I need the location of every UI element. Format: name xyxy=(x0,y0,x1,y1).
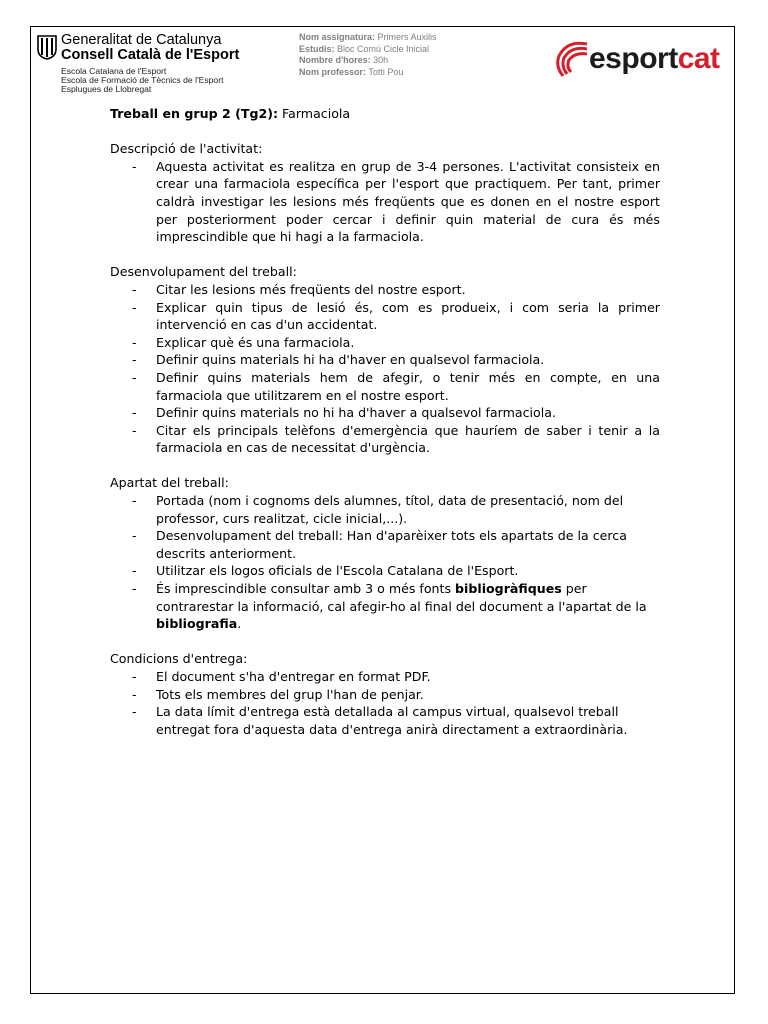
bullet-list xyxy=(110,492,660,633)
list-item-text: Definir quins materials no hi ha d'haver a qualsevol farmaciola. xyxy=(156,405,556,421)
meta-label: Nombre d'hores: xyxy=(299,55,371,65)
list-item-text: Desenvolupament del treball: Han d'aparèixer tots els apartats de la cerca descrits anteriorment. xyxy=(156,528,627,561)
dash-marker: - xyxy=(132,299,137,315)
list-item-text: Portada (nom i cognoms dels alumnes, títol, data de presentació, nom del professor, curs realitzat, cicle inicial,...). xyxy=(156,493,624,526)
list-item xyxy=(110,668,660,686)
list-item xyxy=(110,580,660,633)
bold-term: bibliogràfiques xyxy=(455,581,562,597)
section-heading: Desenvolupament del treball: xyxy=(110,264,297,280)
meta-value: Totti Pou xyxy=(368,66,404,77)
dash-marker: - xyxy=(132,493,137,509)
section-desenvolupament xyxy=(110,263,660,457)
section-condicions xyxy=(110,650,660,738)
meta-row xyxy=(299,55,437,67)
list-item-text: El document s'ha d'entregar en format PDF. xyxy=(156,669,431,684)
bullet-list xyxy=(110,281,660,457)
school-line: Escola de Formació de Tècnics de l'Esport xyxy=(61,75,224,85)
dash-marker: - xyxy=(132,669,137,684)
dash-marker: - xyxy=(132,334,137,350)
meta-row xyxy=(299,32,437,44)
school-line: Esplugues de Llobregat xyxy=(61,84,152,94)
logo-text-esport: esport xyxy=(589,42,678,75)
list-item xyxy=(110,686,660,704)
dash-marker: - xyxy=(132,704,137,720)
list-item-text: Explicar què és una farmaciola. xyxy=(156,334,355,350)
esportcat-wordmark xyxy=(589,42,720,76)
meta-label: Estudis: xyxy=(299,43,335,54)
list-item-text: Definir quins materials hi ha d'haver en qualsevol farmaciola. xyxy=(156,352,545,368)
section-heading: Descripció de l'activitat: xyxy=(110,141,263,157)
list-item xyxy=(110,158,660,246)
title-rest: Farmaciola xyxy=(278,106,351,121)
list-item xyxy=(110,492,660,527)
meta-label: Nom professor: xyxy=(299,66,367,77)
list-item xyxy=(110,703,660,738)
esportcat-swoosh-icon xyxy=(553,40,589,80)
section-heading: Apartat del treball: xyxy=(110,475,229,491)
dash-marker: - xyxy=(132,281,137,297)
text-part: per contrarestar la informació, cal afegir-ho al final del document a l'apartat de la xyxy=(156,581,647,614)
generalitat-logo-block xyxy=(34,30,240,94)
list-item-text xyxy=(156,581,647,631)
list-item xyxy=(110,299,660,334)
dash-marker: - xyxy=(132,158,137,174)
catalan-coat-of-arms-icon xyxy=(36,34,58,60)
list-item xyxy=(110,527,660,562)
meta-value: Primers Auxilis xyxy=(377,32,437,42)
list-item-text: Tots els membres del grup l'han de penjar. xyxy=(156,686,424,702)
bold-term: bibliografia xyxy=(156,616,238,632)
section-descripcio xyxy=(110,140,660,246)
list-item-text: Citar les lesions més freqüents del nostre esport. xyxy=(156,281,466,297)
list-item xyxy=(110,422,660,457)
meta-label: Nom assignatura: xyxy=(299,32,376,42)
text-part: És imprescindible consultar amb 3 o més fonts xyxy=(156,581,456,597)
list-item-text: Aquesta activitat es realitza en grup de 3-4 persones. L'activitat consisteix en crear una farmaciola específica per l'esport que practiquem. Per tant, primer caldrà investigar les lesions més freqüents que es donen en el nostre esport per posteriorment poder cercar i definir quin material de cura és més imprescindible que hi hagi a la farmaciola. xyxy=(156,158,660,245)
list-item xyxy=(110,281,660,299)
esportcat-logo xyxy=(553,40,737,80)
dash-marker: - xyxy=(132,686,137,702)
list-item xyxy=(110,334,660,352)
list-item xyxy=(110,404,660,422)
list-item xyxy=(110,369,660,404)
dash-marker: - xyxy=(132,563,137,579)
logo-text-cat: cat xyxy=(677,42,720,75)
text-part: . xyxy=(237,616,242,632)
meta-value: Bloc Comú Cicle Inicial xyxy=(337,43,430,54)
list-item-text: Utilitzar els logos oficials de l'Escola Catalana de l'Esport. xyxy=(156,563,519,579)
document-body xyxy=(110,105,660,756)
section-heading: Condicions d'entrega: xyxy=(110,651,248,667)
dash-marker: - xyxy=(132,581,137,597)
list-item-text: Explicar quin tipus de lesió és, com es produeix, i com seria la primer intervenció en cas d'un accidentat. xyxy=(156,299,660,333)
dash-marker: - xyxy=(132,352,137,368)
list-item-text: Citar els principals telèfons d'emergència que hauríem de saber i tenir a la farmaciola en cas de necessitat d'urgència. xyxy=(156,422,660,456)
dash-marker: - xyxy=(132,528,137,544)
list-item xyxy=(110,351,660,369)
school-line: Escola Catalana de l'Esport xyxy=(61,66,167,76)
list-item-text: La data límit d'entrega està detallada al campus virtual, qualsevol treball entregat fora d'aquesta data d'entrega anirà directament a extraordinària. xyxy=(156,704,628,737)
generalitat-name: Generalitat de Catalunya xyxy=(61,32,222,48)
bullet-list xyxy=(110,668,660,738)
dash-marker: - xyxy=(132,369,137,385)
list-item-text: Definir quins materials hem de afegir, o tenir més en compte, en una farmaciola que utilitzarem en el nostre esport. xyxy=(156,369,660,403)
meta-row xyxy=(299,44,437,56)
bullet-list xyxy=(110,158,660,246)
title-bold: Treball en grup 2 (Tg2): xyxy=(110,106,279,121)
dash-marker: - xyxy=(132,405,137,421)
meta-value: 30h xyxy=(373,55,389,65)
document-title xyxy=(110,105,660,123)
course-metadata xyxy=(299,32,437,78)
list-item xyxy=(110,562,660,580)
dash-marker: - xyxy=(132,422,137,438)
section-apartat xyxy=(110,474,660,632)
consell-name: Consell Català de l'Esport xyxy=(61,47,240,63)
meta-row xyxy=(299,67,437,79)
